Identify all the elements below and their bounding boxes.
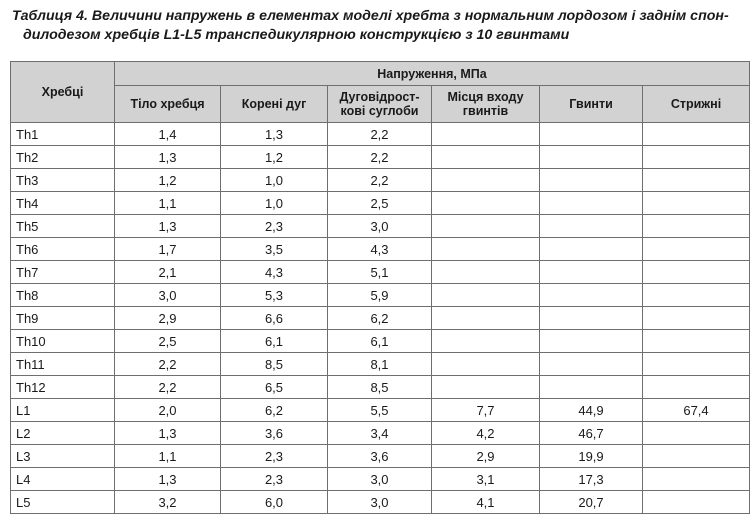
stress-cell bbox=[643, 192, 750, 215]
table-row bbox=[11, 215, 750, 238]
stress-cell bbox=[432, 169, 540, 192]
stress-cell bbox=[432, 123, 540, 146]
stress-cell bbox=[643, 261, 750, 284]
stress-cell: 46,7 bbox=[540, 422, 643, 445]
stress-cell: 2,3 bbox=[221, 468, 328, 491]
stress-cell: 5,3 bbox=[221, 284, 328, 307]
vertebra-label: Th10 bbox=[11, 330, 115, 353]
stress-cell: 2,2 bbox=[115, 353, 221, 376]
stress-cell bbox=[643, 238, 750, 261]
stress-cell bbox=[540, 353, 643, 376]
vertebra-label: Th12 bbox=[11, 376, 115, 399]
stress-table bbox=[10, 61, 750, 514]
stress-cell: 1,3 bbox=[115, 146, 221, 169]
stress-cell: 4,3 bbox=[328, 238, 432, 261]
stress-cell bbox=[540, 261, 643, 284]
stress-cell: 6,0 bbox=[221, 491, 328, 514]
stress-cell bbox=[540, 146, 643, 169]
stress-cell: 3,2 bbox=[115, 491, 221, 514]
stress-cell: 2,2 bbox=[328, 123, 432, 146]
stress-cell: 1,3 bbox=[115, 468, 221, 491]
stress-cell bbox=[643, 376, 750, 399]
stress-cell: 6,2 bbox=[328, 307, 432, 330]
stress-cell: 19,9 bbox=[540, 445, 643, 468]
table-row bbox=[11, 307, 750, 330]
stress-cell: 2,3 bbox=[221, 215, 328, 238]
stress-cell: 8,5 bbox=[221, 353, 328, 376]
vertebra-label: Th1 bbox=[11, 123, 115, 146]
header-vertebral-body: Тіло хребця bbox=[115, 86, 221, 123]
header-screws: Гвинти bbox=[540, 86, 643, 123]
stress-cell bbox=[643, 330, 750, 353]
stress-cell: 3,6 bbox=[221, 422, 328, 445]
stress-cell: 5,5 bbox=[328, 399, 432, 422]
stress-cell: 1,3 bbox=[221, 123, 328, 146]
stress-cell: 2,9 bbox=[432, 445, 540, 468]
stress-cell: 1,4 bbox=[115, 123, 221, 146]
stress-cell bbox=[540, 169, 643, 192]
stress-cell: 2,2 bbox=[328, 146, 432, 169]
stress-cell bbox=[540, 284, 643, 307]
stress-cell: 5,1 bbox=[328, 261, 432, 284]
stress-cell bbox=[432, 192, 540, 215]
stress-cell bbox=[540, 307, 643, 330]
stress-cell bbox=[432, 330, 540, 353]
vertebra-label: Th3 bbox=[11, 169, 115, 192]
table-row bbox=[11, 376, 750, 399]
table-row bbox=[11, 192, 750, 215]
table-row bbox=[11, 445, 750, 468]
stress-cell: 7,7 bbox=[432, 399, 540, 422]
header-stress-group: Напруження, МПа bbox=[115, 62, 750, 86]
header-vertebrae: Хребці bbox=[11, 62, 115, 123]
stress-cell: 1,7 bbox=[115, 238, 221, 261]
table-row bbox=[11, 422, 750, 445]
stress-cell: 1,2 bbox=[221, 146, 328, 169]
stress-cell bbox=[540, 123, 643, 146]
table-body bbox=[11, 123, 750, 514]
stress-cell: 3,0 bbox=[115, 284, 221, 307]
table-row bbox=[11, 238, 750, 261]
stress-cell: 4,2 bbox=[432, 422, 540, 445]
caption-line-1: Таблиця 4. Величини напружень в елементах моделі хребта з нормальним лордозом і заднім спон- bbox=[12, 8, 729, 24]
stress-cell: 1,3 bbox=[115, 215, 221, 238]
stress-cell bbox=[643, 491, 750, 514]
stress-cell: 2,3 bbox=[221, 445, 328, 468]
header-facet-joints: Дуговідрост-кові суглоби bbox=[328, 86, 432, 123]
stress-cell: 3,0 bbox=[328, 215, 432, 238]
vertebra-label: Th8 bbox=[11, 284, 115, 307]
vertebra-label: L2 bbox=[11, 422, 115, 445]
stress-cell: 3,6 bbox=[328, 445, 432, 468]
stress-cell: 6,1 bbox=[221, 330, 328, 353]
header-rods: Стрижні bbox=[643, 86, 750, 123]
header-row-columns bbox=[11, 86, 750, 123]
stress-cell: 67,4 bbox=[643, 399, 750, 422]
stress-cell: 6,5 bbox=[221, 376, 328, 399]
stress-cell bbox=[540, 215, 643, 238]
stress-cell: 5,9 bbox=[328, 284, 432, 307]
stress-cell bbox=[643, 445, 750, 468]
stress-cell: 2,2 bbox=[328, 169, 432, 192]
stress-cell bbox=[643, 284, 750, 307]
stress-cell: 8,1 bbox=[328, 353, 432, 376]
stress-cell bbox=[643, 123, 750, 146]
header-pedicles: Корені дуг bbox=[221, 86, 328, 123]
stress-cell: 2,0 bbox=[115, 399, 221, 422]
stress-cell bbox=[643, 307, 750, 330]
caption-line-2: дилодезом хребців L1-L5 транспедикулярною конструкцією з 10 гвинтами bbox=[23, 27, 570, 43]
stress-cell: 2,5 bbox=[115, 330, 221, 353]
stress-cell bbox=[432, 376, 540, 399]
stress-cell: 4,3 bbox=[221, 261, 328, 284]
stress-cell bbox=[643, 169, 750, 192]
stress-cell: 1,3 bbox=[115, 422, 221, 445]
stress-cell bbox=[643, 215, 750, 238]
stress-cell: 3,0 bbox=[328, 491, 432, 514]
vertebra-label: Th4 bbox=[11, 192, 115, 215]
stress-cell: 20,7 bbox=[540, 491, 643, 514]
stress-cell: 2,5 bbox=[328, 192, 432, 215]
stress-cell bbox=[432, 146, 540, 169]
stress-cell bbox=[432, 284, 540, 307]
table-row bbox=[11, 330, 750, 353]
vertebra-label: Th7 bbox=[11, 261, 115, 284]
stress-cell: 1,2 bbox=[115, 169, 221, 192]
vertebra-label: Th9 bbox=[11, 307, 115, 330]
vertebra-label: L4 bbox=[11, 468, 115, 491]
stress-cell: 1,0 bbox=[221, 169, 328, 192]
stress-cell: 17,3 bbox=[540, 468, 643, 491]
table-row bbox=[11, 123, 750, 146]
stress-cell: 3,5 bbox=[221, 238, 328, 261]
stress-cell: 1,1 bbox=[115, 445, 221, 468]
table-row bbox=[11, 284, 750, 307]
table-row bbox=[11, 399, 750, 422]
stress-cell bbox=[643, 353, 750, 376]
stress-cell: 3,4 bbox=[328, 422, 432, 445]
stress-cell bbox=[643, 422, 750, 445]
vertebra-label: Th11 bbox=[11, 353, 115, 376]
vertebra-label: Th2 bbox=[11, 146, 115, 169]
table-caption bbox=[12, 7, 748, 45]
stress-cell: 6,1 bbox=[328, 330, 432, 353]
table-row bbox=[11, 468, 750, 491]
stress-cell bbox=[540, 192, 643, 215]
stress-cell bbox=[643, 146, 750, 169]
table-row bbox=[11, 353, 750, 376]
stress-cell: 1,1 bbox=[115, 192, 221, 215]
stress-cell bbox=[432, 238, 540, 261]
table-row bbox=[11, 146, 750, 169]
stress-cell: 3,1 bbox=[432, 468, 540, 491]
stress-cell: 2,2 bbox=[115, 376, 221, 399]
stress-cell: 3,0 bbox=[328, 468, 432, 491]
stress-cell bbox=[540, 238, 643, 261]
header-row-group bbox=[11, 62, 750, 86]
header-screw-entry: Місця входу гвинтів bbox=[432, 86, 540, 123]
vertebra-label: L5 bbox=[11, 491, 115, 514]
stress-cell: 6,2 bbox=[221, 399, 328, 422]
vertebra-label: Th6 bbox=[11, 238, 115, 261]
stress-cell bbox=[432, 353, 540, 376]
vertebra-label: L3 bbox=[11, 445, 115, 468]
table-row bbox=[11, 491, 750, 514]
stress-cell bbox=[432, 261, 540, 284]
stress-cell: 8,5 bbox=[328, 376, 432, 399]
stress-cell bbox=[432, 215, 540, 238]
stress-cell bbox=[540, 330, 643, 353]
stress-cell: 4,1 bbox=[432, 491, 540, 514]
stress-cell: 1,0 bbox=[221, 192, 328, 215]
stress-cell: 44,9 bbox=[540, 399, 643, 422]
vertebra-label: L1 bbox=[11, 399, 115, 422]
table-row bbox=[11, 169, 750, 192]
table-row bbox=[11, 261, 750, 284]
stress-cell bbox=[432, 307, 540, 330]
vertebra-label: Th5 bbox=[11, 215, 115, 238]
stress-cell: 2,9 bbox=[115, 307, 221, 330]
stress-cell bbox=[540, 376, 643, 399]
stress-cell: 2,1 bbox=[115, 261, 221, 284]
stress-cell bbox=[643, 468, 750, 491]
stress-cell: 6,6 bbox=[221, 307, 328, 330]
